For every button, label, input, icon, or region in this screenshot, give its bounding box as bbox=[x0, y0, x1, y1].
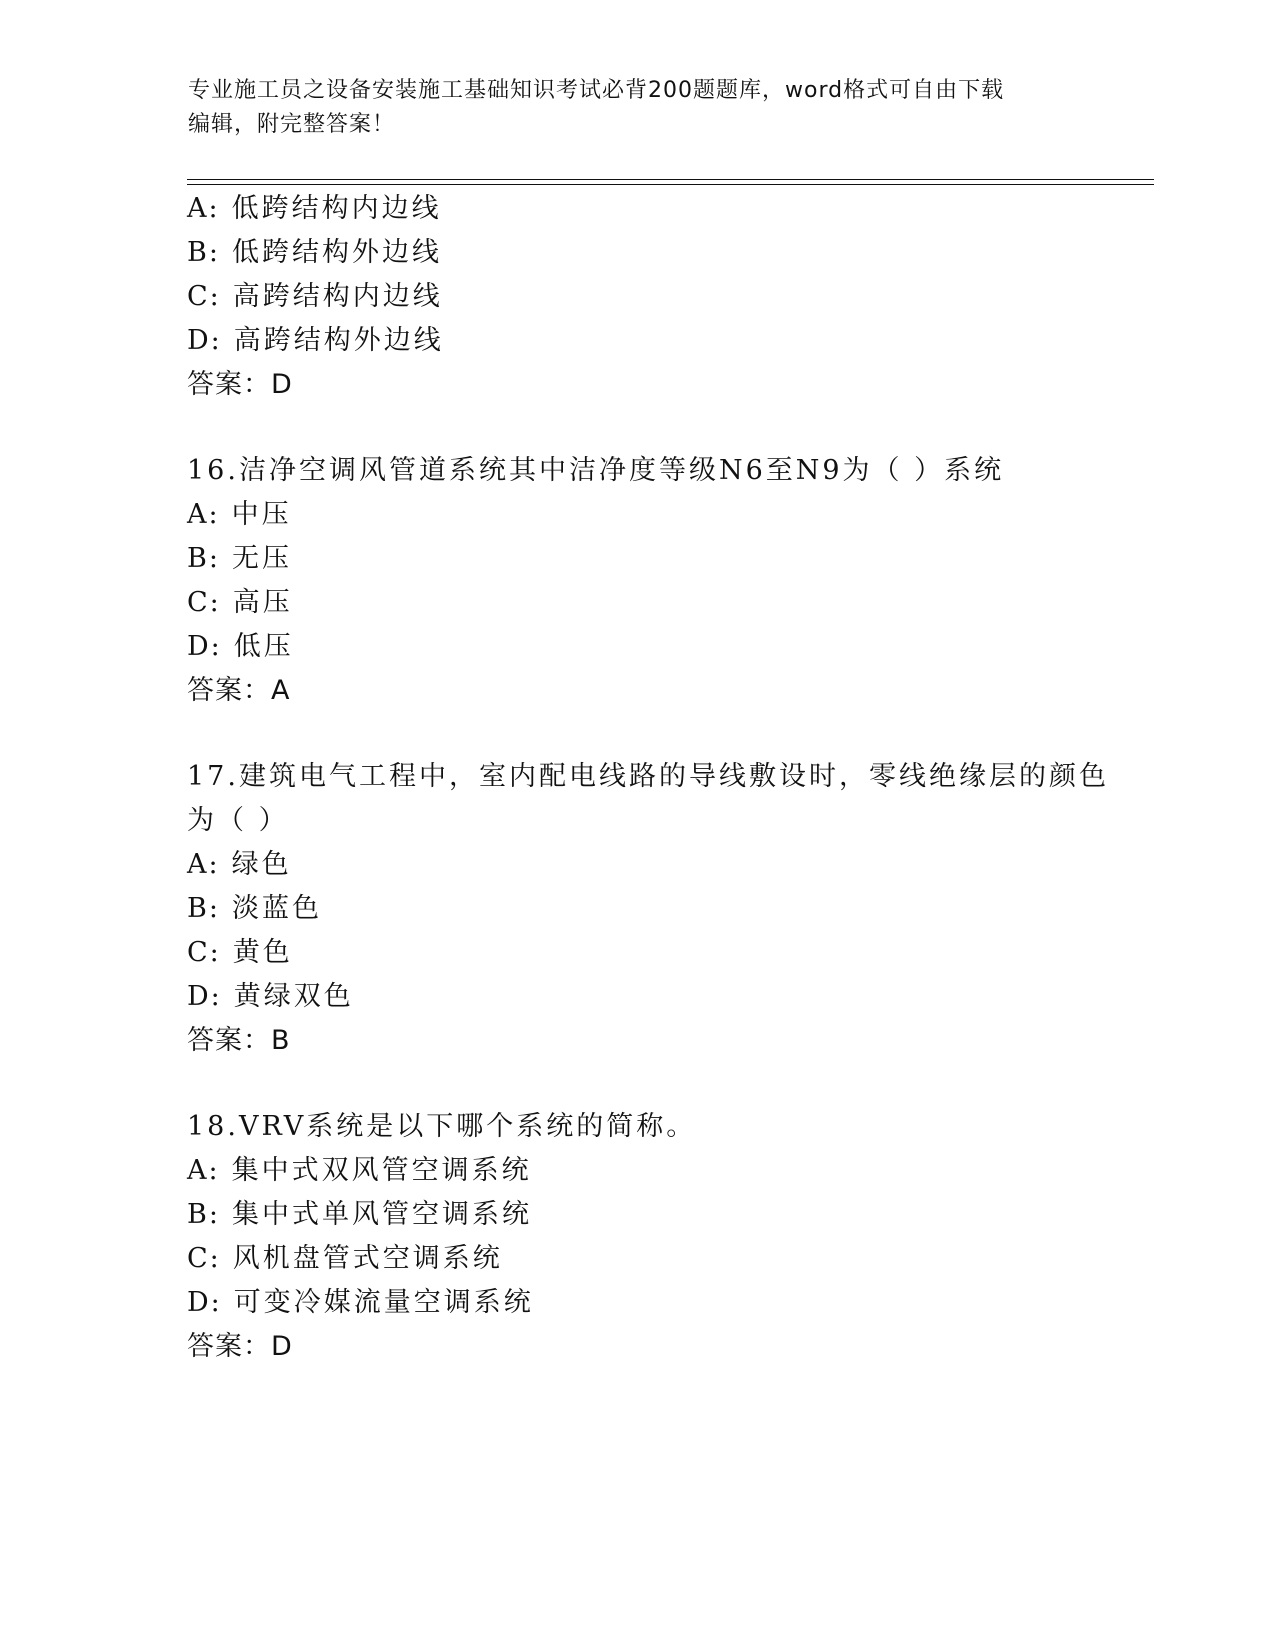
option-label: A: bbox=[187, 849, 220, 880]
option-text: 低跨结构外边线 bbox=[231, 237, 442, 268]
option-text: 绿色 bbox=[231, 849, 292, 880]
option-text: 黄绿双色 bbox=[233, 981, 354, 1012]
q15-option-b bbox=[187, 235, 442, 271]
q18-option-a bbox=[187, 1153, 532, 1189]
option-label: C: bbox=[187, 587, 221, 618]
q15-option-a bbox=[187, 191, 442, 227]
option-text: 集中式单风管空调系统 bbox=[231, 1199, 532, 1230]
q16-option-a bbox=[187, 497, 292, 533]
q17-option-a bbox=[187, 847, 292, 883]
option-label: C: bbox=[187, 937, 221, 968]
q18-option-d bbox=[187, 1285, 534, 1321]
option-label: D: bbox=[187, 325, 222, 356]
option-text: 风机盘管式空调系统 bbox=[232, 1243, 503, 1274]
q18-option-b bbox=[187, 1197, 532, 1233]
option-label: A: bbox=[187, 499, 220, 530]
q17-question-line-1: 17.建筑电气工程中，室内配电线路的导线敷设时，零线绝缘层的颜色 bbox=[187, 761, 1109, 792]
q15-option-c bbox=[187, 279, 443, 315]
option-label: B: bbox=[187, 237, 220, 268]
q15-option-d bbox=[187, 323, 444, 359]
option-label: A: bbox=[187, 1155, 220, 1186]
option-text: 高跨结构内边线 bbox=[232, 281, 443, 312]
option-text: 低跨结构内边线 bbox=[231, 193, 442, 224]
option-text: 高跨结构外边线 bbox=[233, 325, 444, 356]
q17-answer: 答案：B bbox=[187, 1025, 291, 1056]
header-rule-bottom bbox=[187, 184, 1154, 185]
option-label: C: bbox=[187, 281, 221, 312]
option-label: B: bbox=[187, 1199, 220, 1230]
q17-option-b bbox=[187, 891, 322, 927]
document-header bbox=[188, 74, 1088, 142]
option-label: D: bbox=[187, 631, 222, 662]
option-text: 低压 bbox=[233, 631, 294, 662]
option-text: 中压 bbox=[231, 499, 292, 530]
option-text: 集中式双风管空调系统 bbox=[231, 1155, 532, 1186]
option-label: A: bbox=[187, 193, 220, 224]
q16-option-c bbox=[187, 585, 293, 621]
option-label: B: bbox=[187, 893, 220, 924]
option-label: B: bbox=[187, 543, 220, 574]
header-line-1: 专业施工员之设备安装施工基础知识考试必背200题题库，word格式可自由下载 bbox=[188, 78, 1005, 103]
q17-question-line-2: 为（ ） bbox=[187, 805, 289, 836]
option-label: C: bbox=[187, 1243, 221, 1274]
option-label: D: bbox=[187, 981, 222, 1012]
q15-answer: 答案：D bbox=[187, 369, 293, 400]
q18-question: 18.VRV系统是以下哪个系统的简称。 bbox=[187, 1111, 697, 1142]
q18-answer: 答案：D bbox=[187, 1331, 293, 1362]
header-rule-top bbox=[187, 179, 1154, 180]
q17-option-c bbox=[187, 935, 293, 971]
q16-answer: 答案：A bbox=[187, 675, 291, 706]
option-text: 高压 bbox=[232, 587, 293, 618]
option-text: 黄色 bbox=[232, 937, 293, 968]
option-text: 可变冷媒流量空调系统 bbox=[233, 1287, 534, 1318]
header-line-2: 编辑，附完整答案！ bbox=[188, 112, 396, 137]
q16-option-d bbox=[187, 629, 294, 665]
q16-question: 16.洁净空调风管道系统其中洁净度等级N6至N9为（ ）系统 bbox=[187, 455, 1005, 486]
q18-option-c bbox=[187, 1241, 503, 1277]
option-text: 无压 bbox=[231, 543, 292, 574]
option-label: D: bbox=[187, 1287, 222, 1318]
q16-option-b bbox=[187, 541, 292, 577]
q17-option-d bbox=[187, 979, 354, 1015]
option-text: 淡蓝色 bbox=[231, 893, 322, 924]
